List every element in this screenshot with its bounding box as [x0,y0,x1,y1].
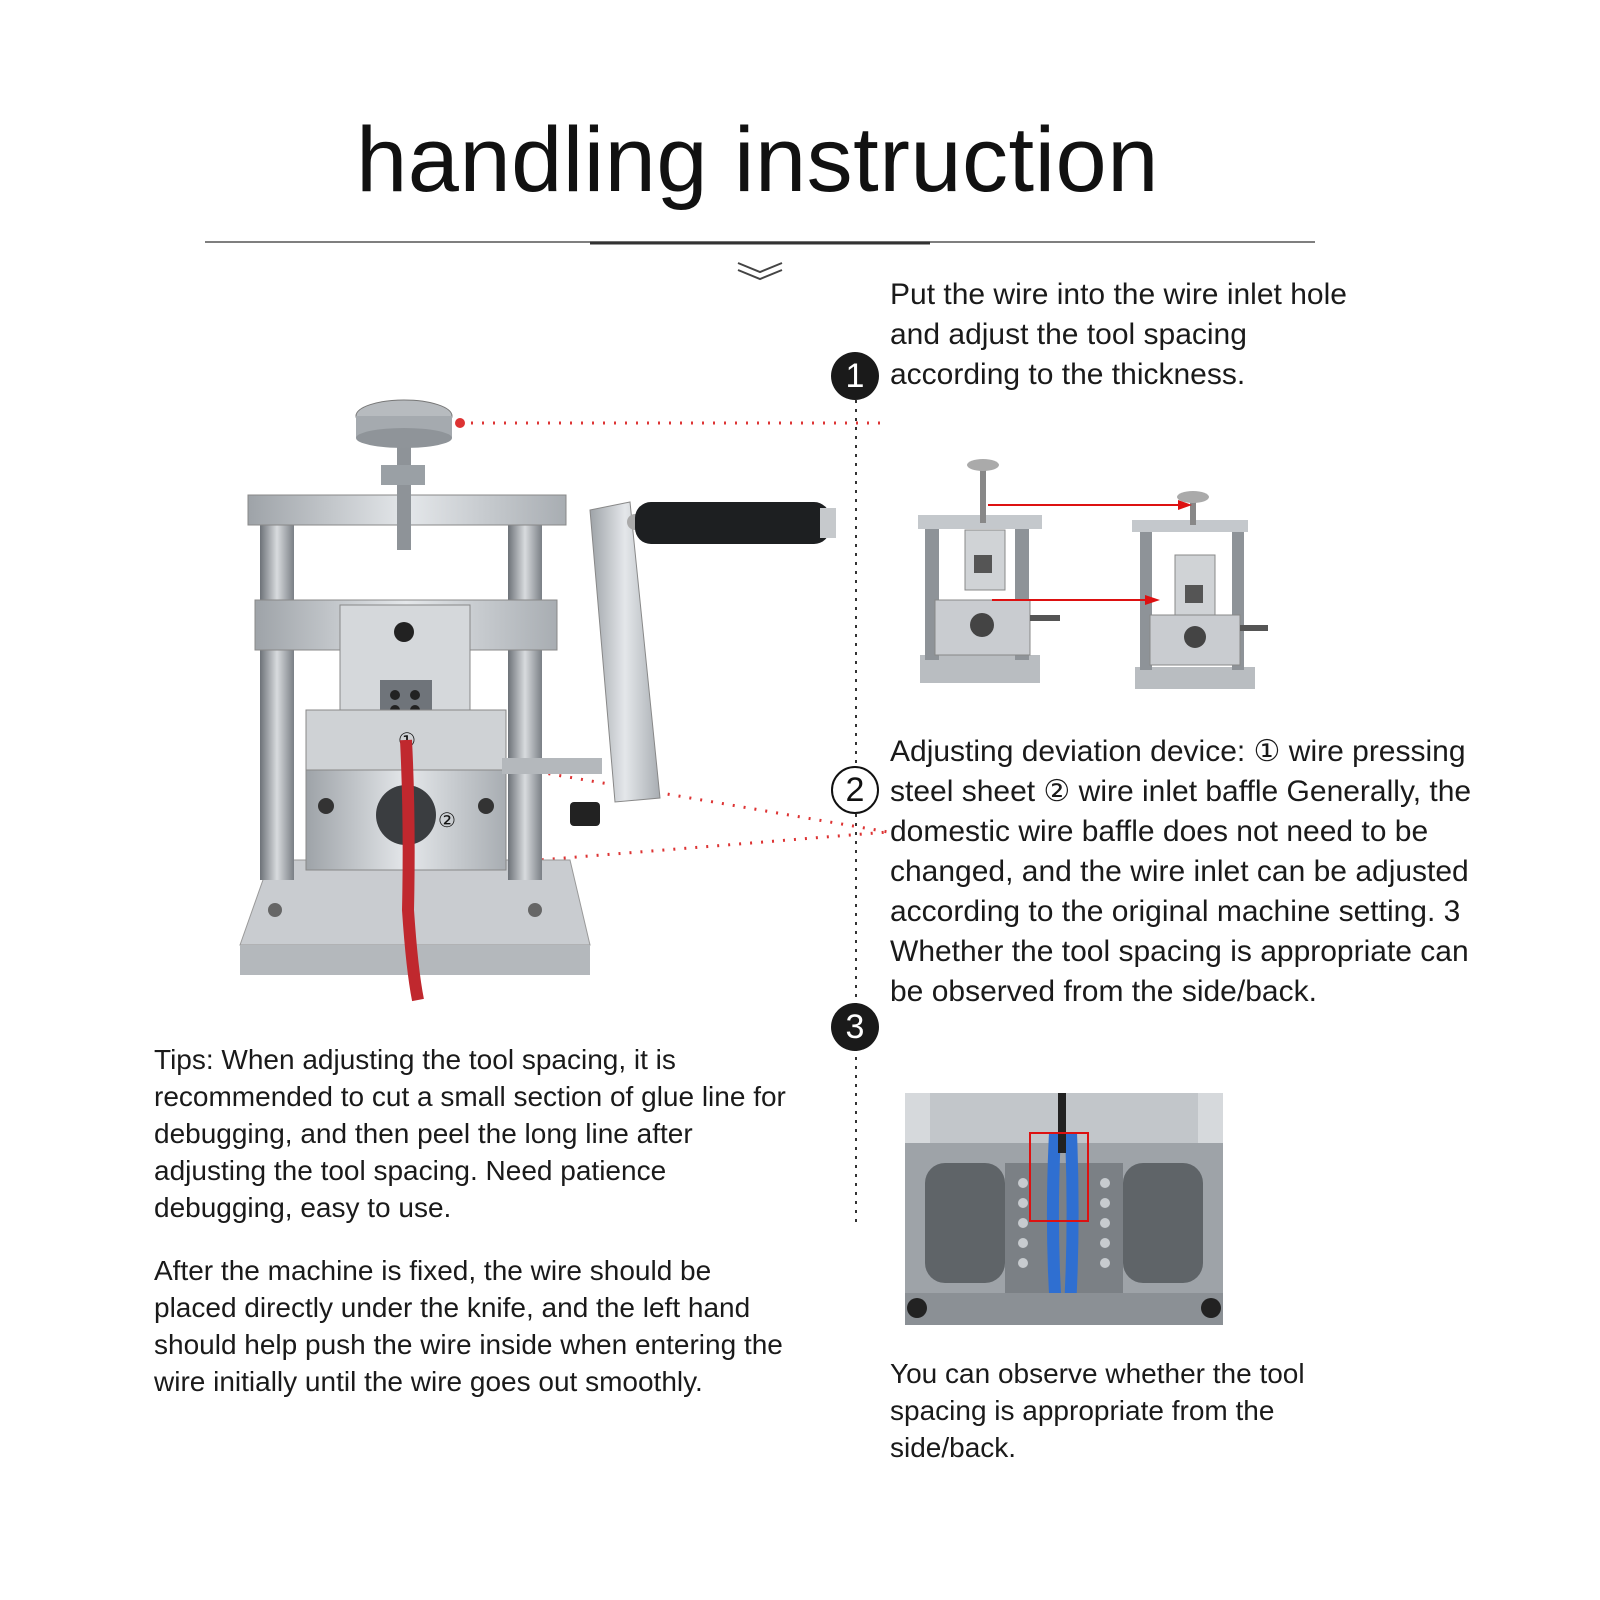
step-2-text: Adjusting deviation device: ① wire pressing steel sheet ② wire inlet baffle Generally, the domestic wire baffle does not need to be changed, and the wire inlet can be adjusted according to the original machine setting. 3 Whether the tool spacing is appropriate can be observed from the side/back. [890,735,1472,1008]
tool-spacing-closeup-image [905,1093,1223,1325]
step-1-badge: 1 [831,352,879,400]
step-2-badge: 2 [831,766,879,814]
step-3-badge: 3 [831,1003,879,1051]
callout-1: ① [398,728,416,752]
page-title: handling instruction [356,109,1159,211]
warning-note: After the machine is fixed, the wire should be placed directly under the knife, and the left hand should help push the wire inside when entering the wire initially until the wire goes out smoothly. [154,1255,783,1397]
adjustment-comparison-image [910,455,1270,705]
callout-2: ② [438,808,456,832]
wire-stripper-machine-image [230,390,860,1030]
image-caption: You can observe whether the tool spacing is appropriate from the side/back. [890,1358,1305,1463]
tips-text: Tips: When adjusting the tool spacing, it is recommended to cut a small section of glue line for debugging, and then peel the long line after adjusting the tool spacing. Need patience debugging, easy to use. [154,1044,786,1223]
step-1-text: Put the wire into the wire inlet hole and adjust the tool spacing according to the thickness. [890,278,1347,391]
